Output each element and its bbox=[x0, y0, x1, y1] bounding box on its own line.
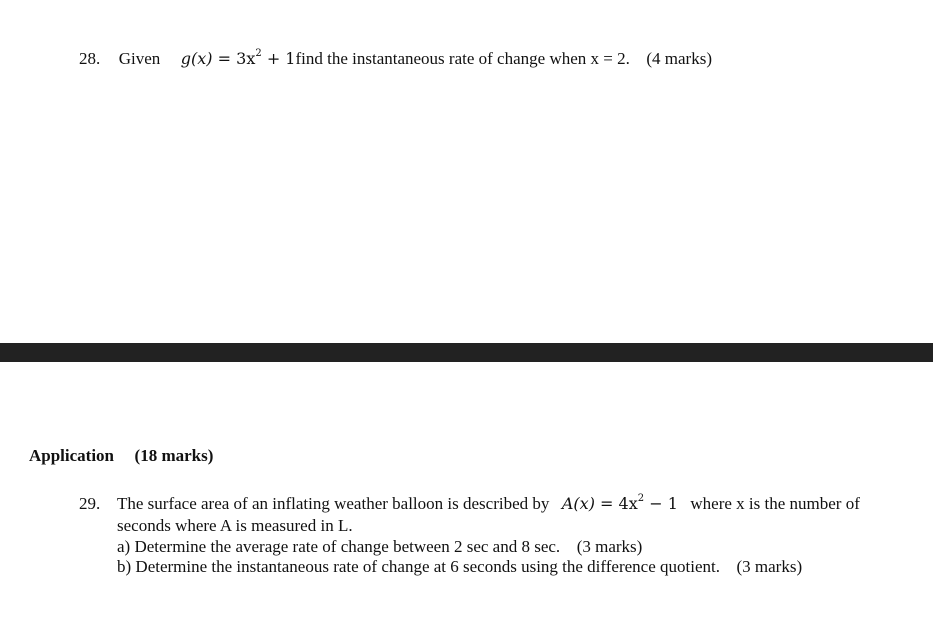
function-expression bbox=[562, 494, 678, 513]
question-29-line-2: seconds where A is measured in L. bbox=[117, 516, 353, 535]
question-29-part-a bbox=[117, 537, 642, 557]
question-text-tail: where x is the number of bbox=[690, 494, 860, 513]
question-marks: (4 marks) bbox=[646, 49, 712, 68]
part-a-marks: (3 marks) bbox=[576, 537, 643, 556]
exponent: 2 bbox=[255, 48, 262, 59]
part-b-text: b) Determine the instantaneous rate of change at 6 seconds using the difference quotient. bbox=[117, 557, 720, 576]
equals-sign: = bbox=[217, 49, 232, 68]
function-rhs-term: 4x bbox=[618, 494, 638, 513]
question-29-line-1 bbox=[117, 494, 860, 514]
page-separator-bar bbox=[0, 343, 933, 362]
equals-sign: = bbox=[600, 494, 614, 513]
function-rhs-constant: − 1 bbox=[649, 494, 678, 513]
question-text: The surface area of an inflating weather balloon is described by bbox=[117, 494, 550, 513]
exponent: 2 bbox=[637, 493, 645, 504]
part-a-text: a) Determine the average rate of change between 2 sec and 8 sec. bbox=[117, 537, 561, 556]
function-rhs-term: 3x bbox=[236, 49, 256, 68]
function-lhs: A(x) bbox=[561, 494, 595, 513]
section-title: Application bbox=[29, 446, 115, 465]
function-lhs: g(x) bbox=[180, 49, 213, 68]
question-28 bbox=[79, 49, 712, 69]
question-29-number: 29. bbox=[79, 494, 101, 513]
function-rhs-constant: + 1 bbox=[266, 49, 296, 68]
section-marks: (18 marks) bbox=[134, 446, 214, 465]
question-text: find the instantaneous rate of change when x = 2. bbox=[295, 49, 630, 68]
question-given: Given bbox=[118, 49, 161, 68]
function-expression bbox=[181, 49, 296, 68]
section-heading bbox=[29, 446, 213, 466]
question-29-part-b bbox=[117, 557, 802, 577]
question-number: 28. bbox=[79, 49, 101, 68]
part-b-marks: (3 marks) bbox=[736, 557, 803, 576]
